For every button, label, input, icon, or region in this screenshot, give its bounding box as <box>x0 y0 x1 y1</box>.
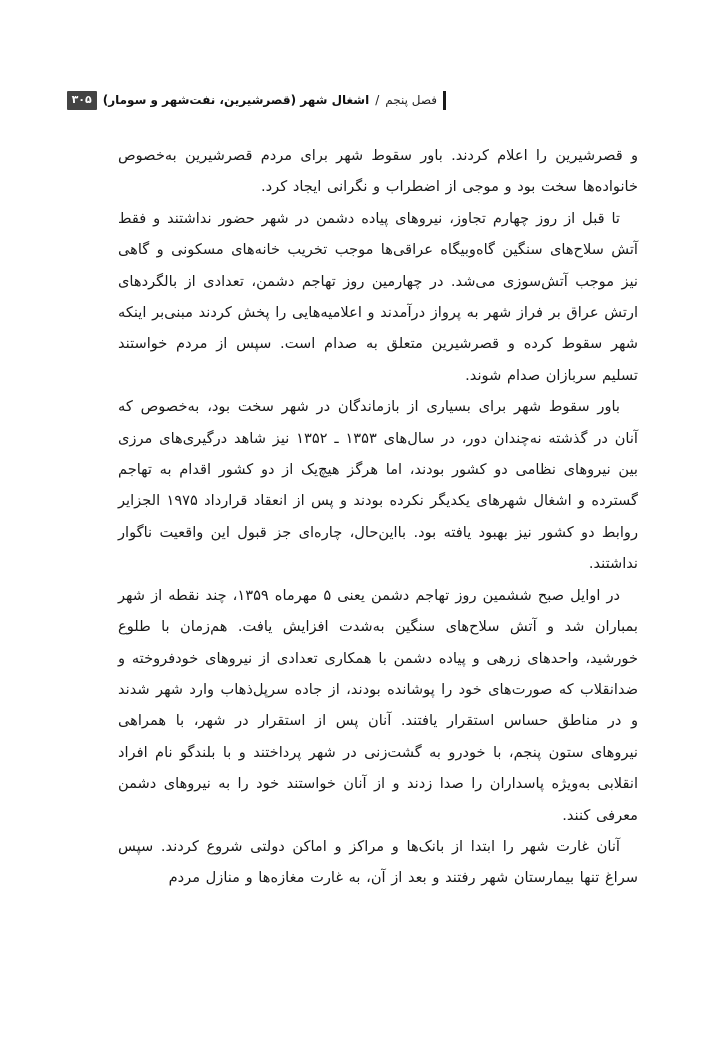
body-text <box>118 140 638 894</box>
header-title: اشغال شهر (قصرشیرین، نفت‌شهر و سومار) <box>102 93 370 107</box>
paragraph-5: آنان غارت شهر را ابتدا از بانک‌ها و مراکز و اماکن دولتی شروع کردند. سپس سراغ تنها بیمارستان شهر رفتند و بعد از آن، به غارت مغازه‌ها و منازل مردم <box>118 837 638 887</box>
paragraph-3: باور سقوط شهر برای بسیاری از بازماندگان در شهر سخت بود، به‌خصوص که آنان در گذشته نه‌چندان دور، در سال‌های ۱۳۵۳ ـ ۱۳۵۲ نیز شاهد درگیری‌های مرزی بین نیروهای نظامی دو کشور بودند، اما هرگز هیچ‌یک از دو کشور اقدام به تهاجم گسترده و اشغال شهرهای یکدیگر نکرده بودند و پس از انعقاد قرارداد ۱۹۷۵ الجزایر روابط دو کشور نیز بهبود یافته بود. بااین‌حال، چاره‌ای جز قبول این واقعیت ناگوار نداشتند. <box>118 398 639 573</box>
running-header <box>71 88 446 112</box>
header-separator: / <box>375 93 380 107</box>
header-chapter: فصل پنجم <box>385 93 437 107</box>
page-number: ۳۰۵ <box>67 91 97 110</box>
paragraph-1: و قصرشیرین را اعلام کردند. باور سقوط شهر برای مردم قصرشیرین به‌خصوص خانواده‌ها سخت بود و موجی از اضطراب و نگرانی ایجاد کرد. <box>118 147 638 196</box>
paragraph-4: در اوایل صبح ششمین روز تهاجم دشمن یعنی ۵ مهرماه ۱۳۵۹، چند نقطه از شهر بمباران شد و آتش سلاح‌های سنگین به‌شدت افزایش یافت. هم‌زمان با طلوع خورشید، واحدهای زرهی و پیاده دشمن با همکاری تعدادی از نیروهای خودفروخته و ضدانقلاب که صورت‌های خود را پوشانده بودند، از جاده سرپل‌ذهاب وارد شهر شدند و در مناطق حساس استقرار یافتند. آنان پس از استقرار در شهر، با همراهی نیروهای ستون پنجم، با خودرو به گشت‌زنی در شهر پرداختند و با بلندگو نام افراد انقلابی به‌ویژه پاسداران را صدا زدند و از آنان خواستند خود را به نیروهای دشمن معرفی کنند. <box>118 586 638 824</box>
paragraph-2: تا قبل از روز چهارم تجاوز، نیروهای پیاده دشمن در شهر حضور نداشتند و فقط آتش سلاح‌های سنگین گاه‌وبیگاه عراقی‌ها موجب تخریب خانه‌های مسکونی و گاهی نیز موجب آتش‌سوزی می‌شد. در چهارمین روز تهاجم دشمن، تعدادی از بالگردهای ارتش عراق بر فراز شهر به پرواز درآمدند و اعلامیه‌هایی را پخش کردند مبنی‌بر اینکه شهر سقوط کرده و قصرشیرین متعلق به صدام است. سپس از مردم خواستند تسلیم سربازان صدام شوند. <box>118 209 638 384</box>
header-divider-bar <box>443 91 446 110</box>
